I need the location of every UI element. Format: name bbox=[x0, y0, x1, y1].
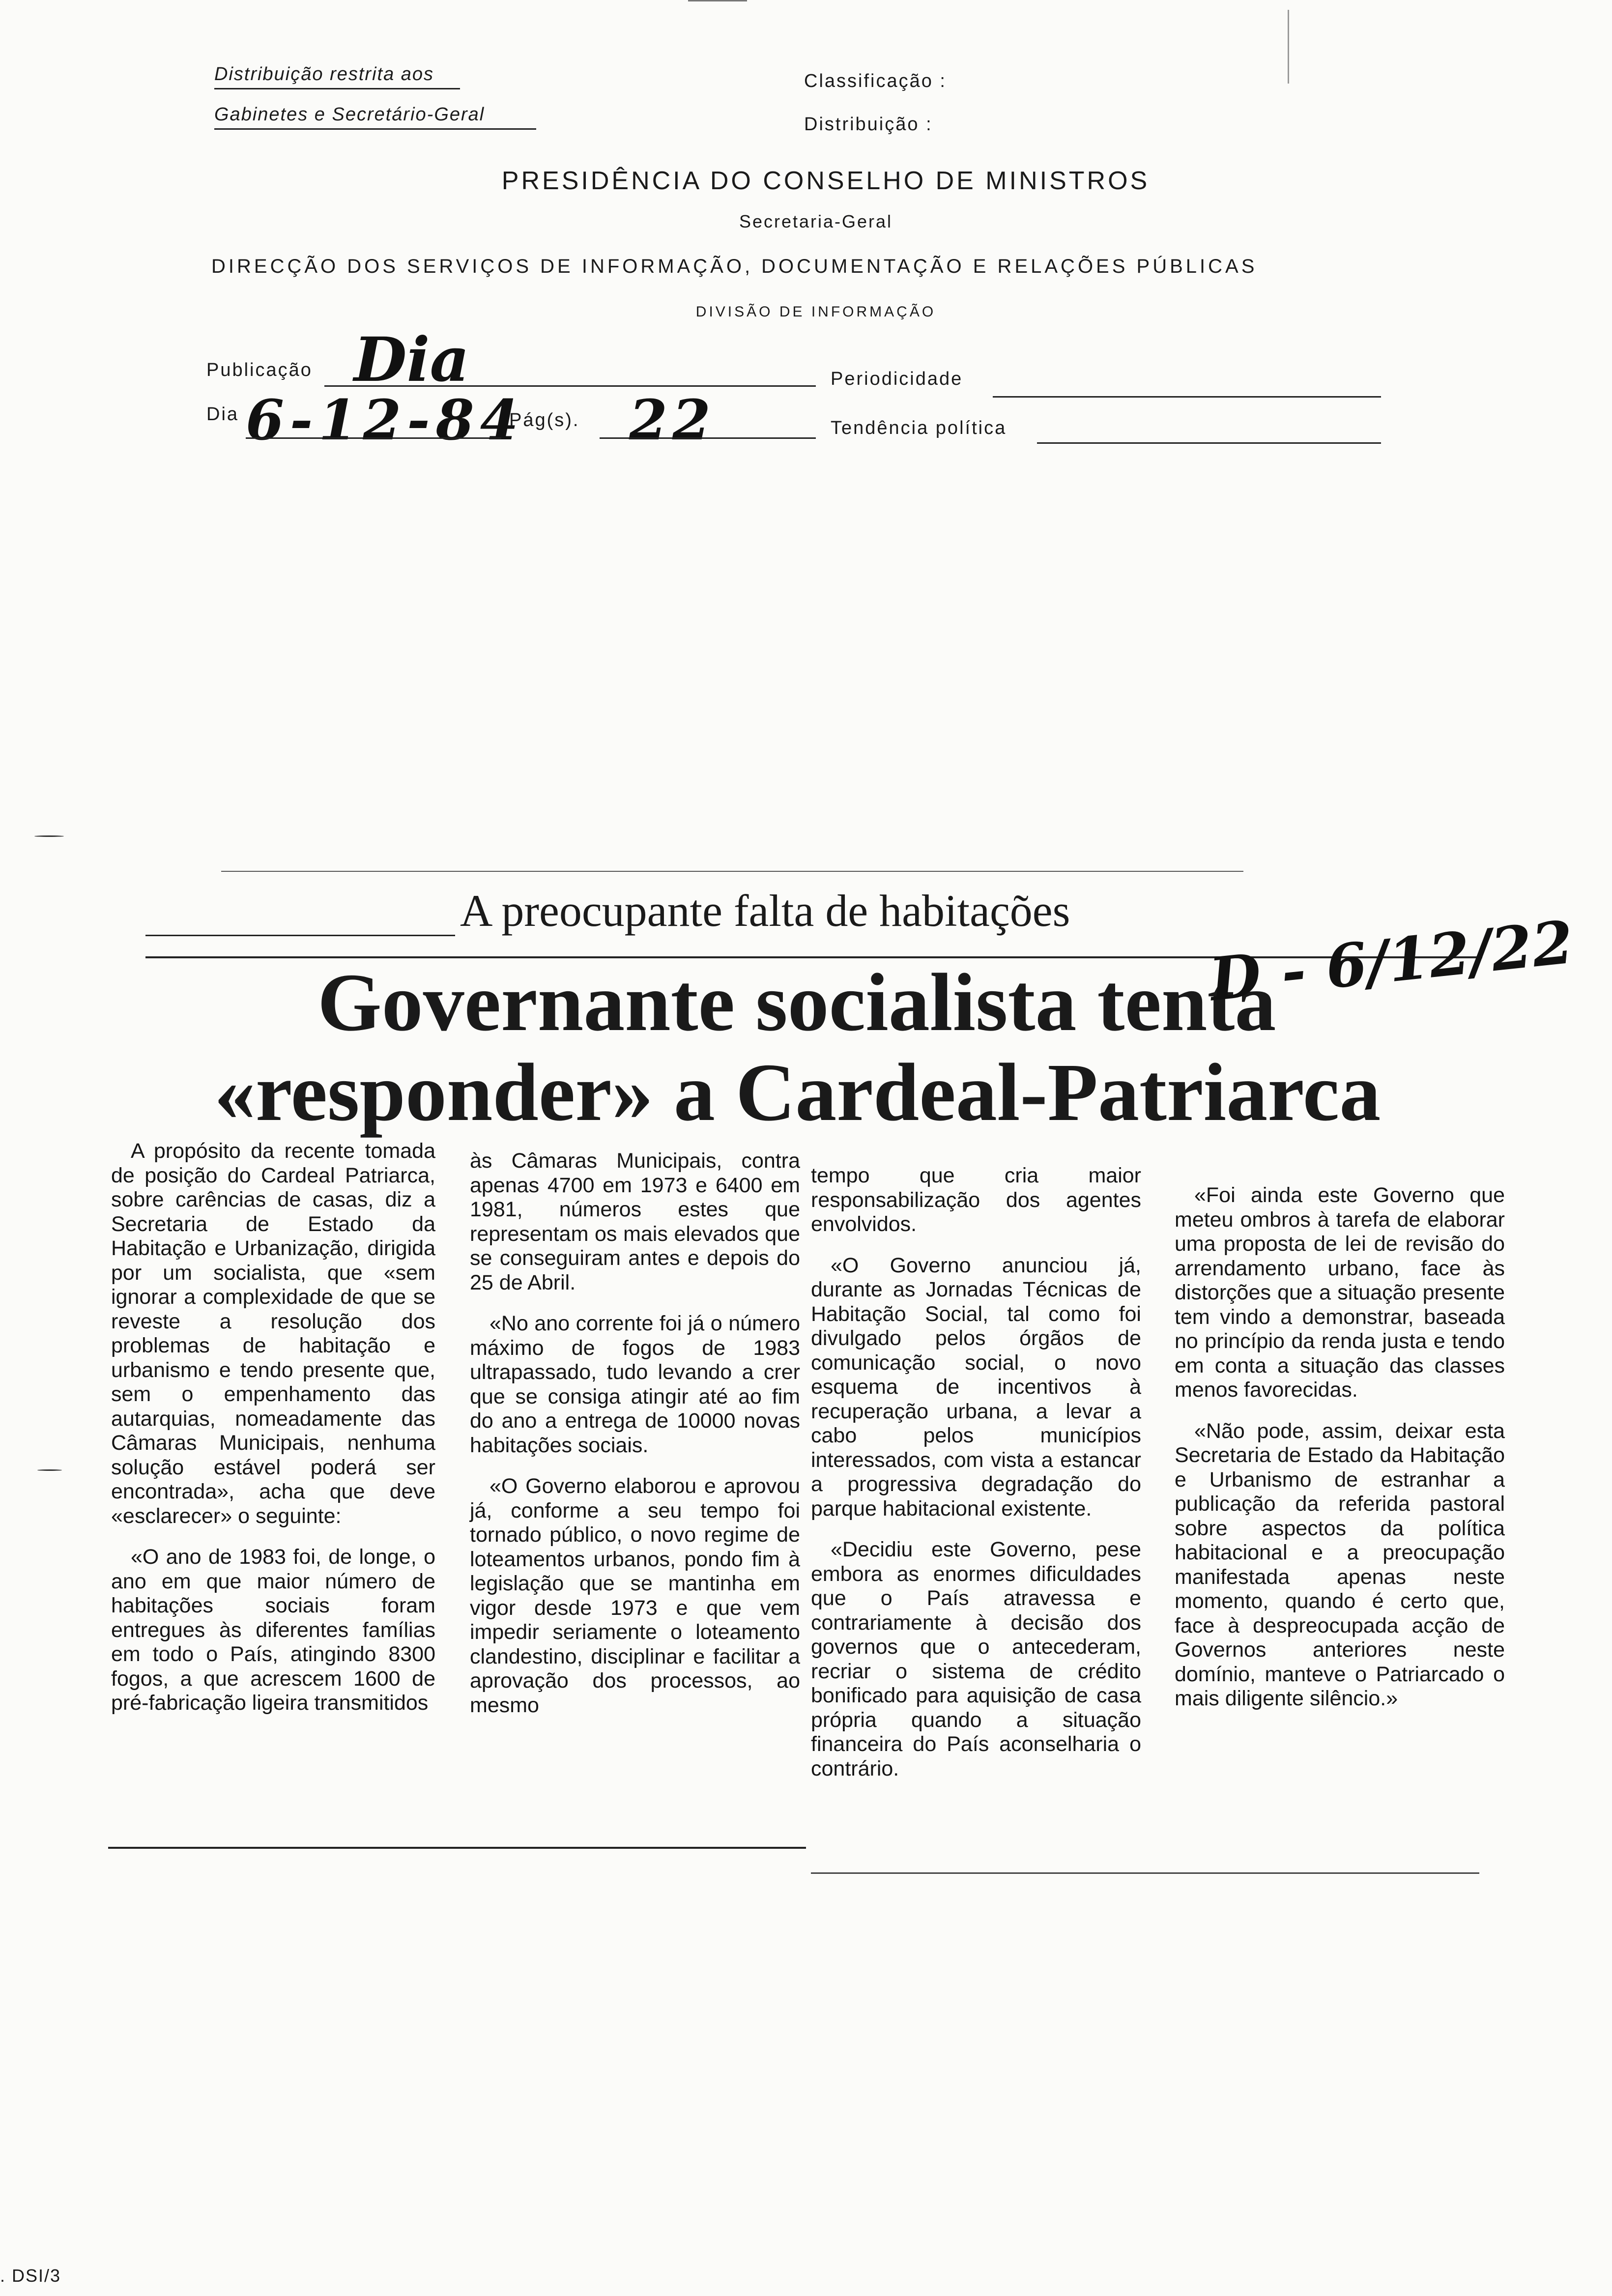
day-value: 6-12-84 bbox=[246, 388, 524, 453]
pages-label: Pág(s). bbox=[509, 410, 580, 430]
top-rule bbox=[221, 871, 1243, 872]
paragraph: tempo que cria maior responsabilização dos agentes envolvidos. bbox=[811, 1164, 1141, 1236]
handwritten-stamp: D - 6/12/22 bbox=[1206, 907, 1577, 1015]
article-column-3 bbox=[811, 1164, 1141, 1781]
tendency-label: Tendência política bbox=[831, 418, 1007, 438]
bottom-rule-right bbox=[811, 1872, 1479, 1874]
paragraph: às Câmaras Municipais, contra apenas 4700 em 1973 e 6400 em 1981, números estes que representam os mais elevados que se conseguiram antes e depois do 25 de Abril. bbox=[470, 1149, 800, 1294]
distribution-line1: Distribuição restrita aos bbox=[214, 64, 460, 89]
scan-mark bbox=[688, 0, 747, 1]
headline-line1: Governante socialista tenta bbox=[317, 957, 1276, 1048]
scan-mark bbox=[34, 835, 64, 837]
day-line bbox=[246, 437, 501, 439]
scan-mark bbox=[37, 1469, 62, 1471]
bottom-rule-left bbox=[108, 1847, 806, 1849]
article-column-4 bbox=[1175, 1183, 1505, 1711]
header-subtitle: Secretaria-Geral bbox=[739, 211, 893, 231]
footer-code: . DSI/3 bbox=[0, 2266, 61, 2286]
distribution-line2: Gabinetes e Secretário-Geral bbox=[214, 104, 536, 130]
paragraph: «Não pode, assim, deixar esta Secretaria de Estado da Habitação e Urbanismo de estranhar a publicação da referida pastoral sobre aspectos da política habitacional e a preocupação manifestada apenas neste momento, quando é certo que, face à despreocupada acção de Governos anteriores neste domínio, manteve o Patriarcado o mais diligente silêncio.» bbox=[1175, 1419, 1505, 1710]
headline-line2: «responder» a Cardeal-Patriarca bbox=[214, 1047, 1381, 1138]
periodicity-line bbox=[993, 396, 1381, 398]
paragraph: «Foi ainda este Governo que meteu ombros à tarefa de elaborar uma proposta de lei de revisão do arrendamento urbano, face às distorções que a situação presente tem vindo a demonstrar, baseada no princípio da renda justa e tendo em conta a situação das classes menos favorecidas. bbox=[1175, 1183, 1505, 1402]
scan-mark bbox=[1288, 10, 1289, 84]
pages-line bbox=[600, 437, 816, 439]
publication-label: Publicação bbox=[206, 360, 313, 380]
distribution-label: Distribuição : bbox=[804, 114, 933, 135]
day-label: Dia bbox=[206, 404, 239, 425]
article-column-1 bbox=[111, 1139, 435, 1716]
article-column-2 bbox=[470, 1149, 800, 1718]
classification-label: Classificação : bbox=[804, 71, 947, 91]
pages-value: 22 bbox=[629, 388, 716, 453]
header-directorate: DIRECÇÃO DOS SERVIÇOS DE INFORMAÇÃO, DOCUMENTAÇÃO E RELAÇÕES PÚBLICAS bbox=[211, 256, 1258, 277]
header-title: PRESIDÊNCIA DO CONSELHO DE MINISTROS bbox=[501, 167, 1150, 195]
publication-value: Dia bbox=[354, 324, 469, 396]
paragraph: A propósito da recente tomada de posição do Cardeal Patriarca, sobre carências de casas, diz a Secretaria de Estado da Habitação e Urbanização, dirigida por um socialista, que «sem ignorar a complexidade de que se reveste a resolução dos problemas de habitação e urbanismo e tendo presente que, sem o empenhamento das autarquias, nomeadamente das Câmaras Municipais, nenhuma solução estável poderá ser encontrada», acha que deve «esclarecer» o seguinte: bbox=[111, 1139, 435, 1528]
paragraph: «O ano de 1983 foi, de longe, o ano em que maior número de habitações sociais foram entregues às diferentes famílias em todo o País, atingindo 8300 fogos, a que acrescem 1600 de pré-fabricação ligeira transmitidos bbox=[111, 1545, 435, 1715]
paragraph: «Decidiu este Governo, pese embora as enormes dificuldades que o País atravessa e contrariamente à decisão dos governos que o antecederam, recriar o sistema de crédito bonificado para aquisição de casa própria quando a situação financeira do País aconselharia o contrário. bbox=[811, 1538, 1141, 1780]
paragraph: «No ano corrente foi já o número máximo de fogos de 1983 ultrapassado, tudo levando a crer que se consiga atingir até ao fim do ano a entrega de 10000 novas habitações sociais. bbox=[470, 1312, 800, 1457]
paragraph: «O Governo elaborou e aprovou já, conforme a seu tempo foi tornado público, o novo regime de loteamentos urbanos, pondo fim à legislação que se mantinha em vigor desde 1973 e que vem impedir seriamente o loteamento clandestino, disciplinar e facilitar a aprovação dos processos, ao mesmo bbox=[470, 1474, 800, 1717]
kicker-rule-left bbox=[145, 935, 455, 936]
tendency-line bbox=[1037, 442, 1381, 444]
periodicity-label: Periodicidade bbox=[831, 369, 963, 389]
header-division: DIVISÃO DE INFORMAÇÃO bbox=[695, 304, 936, 320]
paragraph: «O Governo anunciou já, durante as Jornadas Técnicas de Habitação Social, tal como foi divulgado pelos órgãos de comunicação social, o novo esquema de incentivos à recuperação urbana, a levar a cabo pelos municípios interessados, com vista a estancar a progressiva degradação do parque habitacional existente. bbox=[811, 1253, 1141, 1521]
article-kicker: A preocupante falta de habitações bbox=[460, 886, 1070, 936]
